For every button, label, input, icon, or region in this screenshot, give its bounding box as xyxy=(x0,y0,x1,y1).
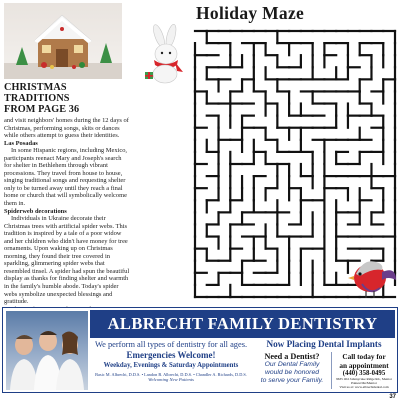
gingerbread-house-photo xyxy=(4,3,122,79)
ad-emergencies: Emergencies Welcome! xyxy=(126,350,216,360)
ad-services-line: We perform all types of dentistry for all ages. xyxy=(94,340,248,349)
article-paragraph: In some Hispanic regions, including Mexico, participants reenact Mary and Joseph's search for shelter in Bethlehem through vibrant processions. They travel from house to house, singing traditional songs and requesting shelter only to be turned away until they reach a final home or church that will symbolically welcome them in. xyxy=(4,147,128,208)
ad-doctors: Basic M. Albrecht, D.D.S. • Landon B. Albrecht, D.D.S. • Chandler A. Richards, D.D.S. xyxy=(95,372,247,377)
dentistry-advertisement xyxy=(2,307,398,393)
ad-call-line: Call today for xyxy=(342,352,386,361)
article-paragraph: Individuals in Ukraine decorate their Christmas trees with artificial spider webs. This tradition is inspired by a tale of a poor widow and her children who didn't have money for tree ornaments. Upon waking up on Christmas morning, they found their tree covered in sparkling, glimmering spider webs that resembled tinsel. A spider had spun the beautiful display as thanks for finding shelter and warmth in the family's humble abode. Today's spider webs symbolize unexpected blessings and gratitude. xyxy=(4,215,130,306)
article-title-line1: CHRISTMAS TRADITIONS xyxy=(4,82,70,104)
ad-appointments: Weekday, Evenings & Saturday Appointments xyxy=(103,362,239,369)
article-title xyxy=(4,82,130,115)
article-subheading: Spiderweb decorations xyxy=(4,207,67,215)
page-number: 37 xyxy=(389,394,396,400)
article-subheading: Las Posadas xyxy=(4,139,38,147)
ad-slogan: to serve your Family. xyxy=(260,377,324,384)
ad-slogan: Our Dental Family xyxy=(264,361,320,368)
ad-need-dentist xyxy=(253,352,331,385)
cardinal-bird-illustration xyxy=(344,250,398,300)
ad-slogan: would be honored xyxy=(264,369,320,376)
ad-banner: ALBRECHT FAMILY DENTISTRY xyxy=(90,310,395,338)
ad-website[interactable]: Visit us at: www.albrechtdental.com xyxy=(339,385,389,389)
article-body xyxy=(4,117,130,321)
article-paragraph: and visit neighbors' homes during the 12 days of Christmas, performing songs, skits or dances while others attempt to guess their identities. xyxy=(4,117,129,140)
ad-welcome: Welcoming New Patients xyxy=(148,377,194,382)
ad-address: 9635 Old Johnnycake Ridge Rd., Mentor xyxy=(336,377,392,381)
ad-phone[interactable]: (440) 358-0495 xyxy=(342,370,386,377)
ad-call-box xyxy=(331,352,396,389)
article-title-line2: FROM PAGE 36 xyxy=(4,104,80,115)
maze-title: Holiday Maze xyxy=(196,3,305,23)
bunny-illustration xyxy=(139,24,191,86)
ad-contact xyxy=(253,339,395,391)
article xyxy=(4,82,130,321)
ad-implants: Now Placing Dental Implants xyxy=(266,339,382,349)
ad-address: Painesville/Mentor xyxy=(351,381,377,385)
ad-call-line: an appointment xyxy=(339,361,389,370)
ad-need-question: Need a Dentist? xyxy=(264,352,320,361)
ad-services xyxy=(91,340,251,382)
dentists-photo xyxy=(6,311,88,390)
